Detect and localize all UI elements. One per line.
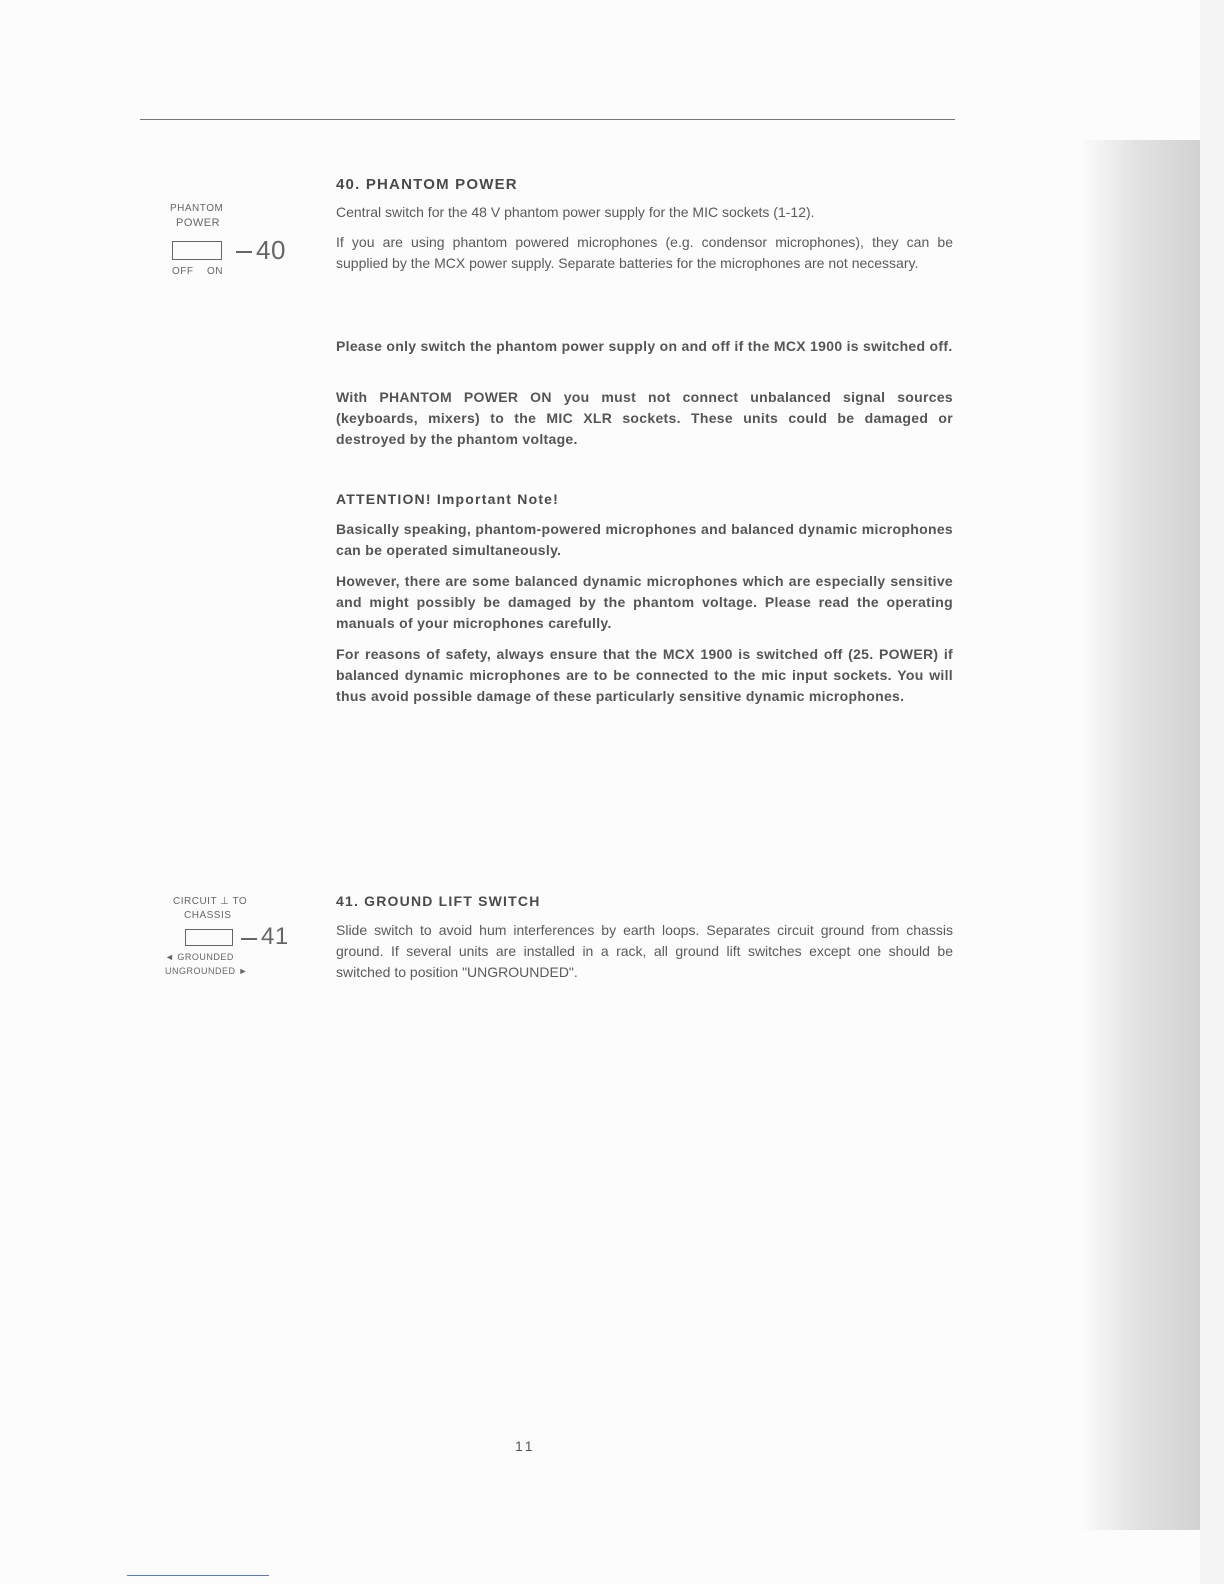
switch-body [185,929,233,946]
grounded-label: ◄ GROUNDED [165,952,234,962]
attention-para-2: However, there are some balanced dynamic microphones which are especially sensitive and might possibly be damaged by the phantom voltage. Please read the operating manuals of your microphones carefully. [336,573,953,631]
callout-number: 40 [256,235,286,265]
phantom-power-heading: 40. PHANTOM POWER [336,176,518,193]
page-number: 11 [515,1438,536,1454]
ground-lift-switch-diagram [165,896,295,986]
phantom-power-para-1: Central switch for the 48 V phantom power supply for the MIC sockets (1-12). [336,204,815,220]
diagram-label-power: POWER [176,217,221,229]
phantom-power-warning-2: With PHANTOM POWER ON you must not connect unbalanced signal sources (keyboards, mixers) to the MIC XLR sockets. These units could be damaged or destroyed by the phantom voltage. [336,389,953,447]
attention-para-1: Basically speaking, phantom-powered microphones and balanced dynamic microphones can be operated simultaneously. [336,521,953,558]
switch-body [172,241,222,260]
attention-heading: ATTENTION! Important Note! [336,491,560,507]
ungrounded-label: UNGROUNDED ► [165,966,248,976]
on-label: ON [207,266,223,277]
callout-line [236,251,252,253]
ground-lift-heading: 41. GROUND LIFT SWITCH [336,893,541,909]
phantom-power-warning-1: Please only switch the phantom power supply on and off if the MCX 1900 is switched off. [336,338,953,354]
scan-shadow [1080,140,1205,1530]
header-rule [140,119,955,120]
diagram-label-phantom: PHANTOM [170,203,224,214]
phantom-power-para-2: If you are using phantom powered microphones (e.g. condensor microphones), they can be supplied by the MCX power supply. Separate batteries for the microphones are not necessary. [336,234,953,271]
callout-line [241,938,257,940]
phantom-power-switch-diagram [170,203,300,283]
page-edge [1200,0,1224,1584]
attention-para-3: For reasons of safety, always ensure that the MCX 1900 is switched off (25. POWER) if balanced dynamic microphones are to be connected to the mic input sockets. You will thus avoid possible damage of these particularly sensitive dynamic microphones. [336,646,953,704]
callout-number: 41 [261,923,289,950]
ground-lift-para-1: Slide switch to avoid hum interferences by earth loops. Separates circuit ground from chassis ground. If several units are installed in a rack, all ground lift switches except one should be switched to position "UNGROUNDED". [336,922,953,980]
off-label: OFF [172,266,194,277]
diagram-label-chassis: CHASSIS [184,910,232,921]
footer-line [127,1575,269,1576]
diagram-label-circuit: CIRCUIT ⊥ TO [173,896,248,907]
